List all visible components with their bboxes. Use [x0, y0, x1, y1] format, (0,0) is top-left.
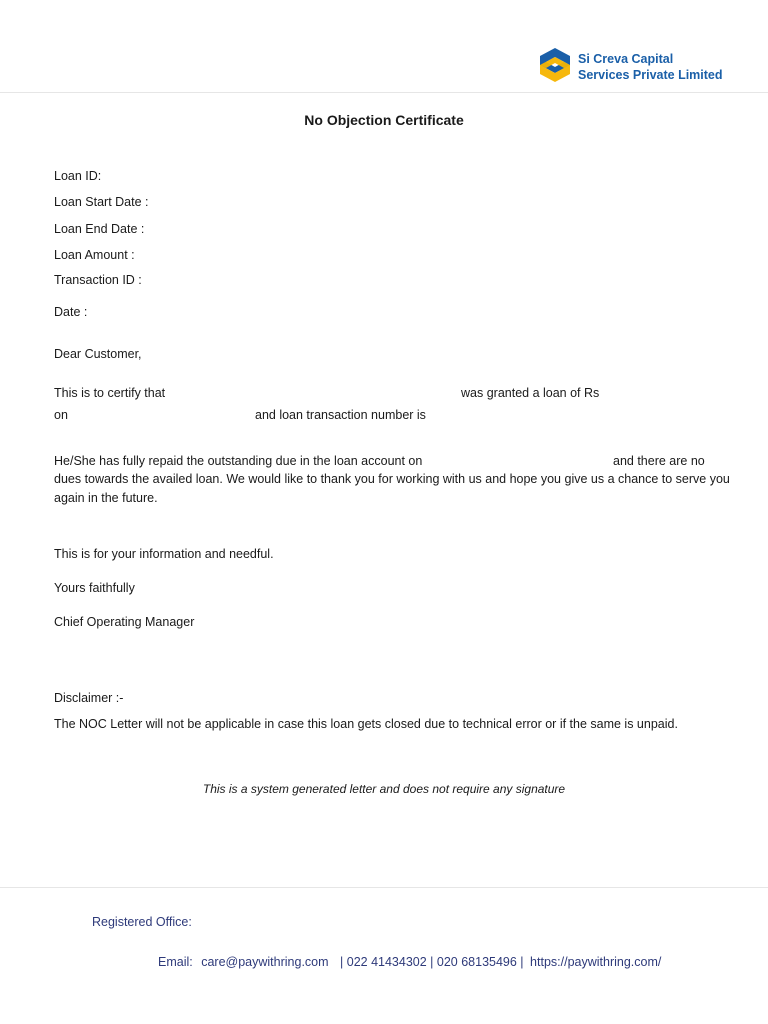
disclaimer-label: Disclaimer :- — [54, 691, 124, 705]
field-loan-id: Loan ID: — [54, 169, 102, 183]
company-name-line2: Services Private Limited — [578, 68, 723, 82]
company-logo-icon — [537, 46, 573, 84]
field-transaction-id: Transaction ID : — [54, 273, 142, 287]
company-name-line1: Si Creva Capital — [578, 52, 674, 66]
email-label: Email: — [158, 955, 193, 969]
company-name — [578, 51, 723, 83]
field-loan-end-date: Loan End Date : — [54, 222, 145, 236]
signatory-text: Chief Operating Manager — [54, 615, 195, 629]
field-date: Date : — [54, 305, 88, 319]
repaid-text-line3: again in the future. — [54, 491, 158, 505]
salutation: Dear Customer, — [54, 347, 142, 361]
footer-divider — [0, 887, 768, 888]
certify-text-3: on — [54, 408, 68, 422]
repaid-text-line2: dues towards the availed loan. We would like to thank you for working with us and hope you give us a chance to serve you — [54, 472, 730, 486]
info-text: This is for your information and needful. — [54, 547, 274, 561]
certify-text-4: and loan transaction number is — [255, 408, 426, 422]
footer-contact — [158, 955, 661, 969]
document-title: No Objection Certificate — [304, 112, 464, 128]
disclaimer-text: The NOC Letter will not be applicable in case this loan gets closed due to technical error or if the same is unpaid. — [54, 717, 678, 731]
registered-office-label: Registered Office: — [92, 915, 192, 929]
closing-text: Yours faithfully — [54, 581, 135, 595]
website-link[interactable]: https://paywithring.com/ — [530, 955, 662, 969]
certify-text-1: This is to certify that — [54, 386, 166, 400]
field-loan-start-date: Loan Start Date : — [54, 195, 149, 209]
certify-text-2: was granted a loan of Rs — [461, 386, 600, 400]
header-divider — [0, 92, 768, 93]
field-loan-amount: Loan Amount : — [54, 248, 135, 262]
email-link[interactable]: care@paywithring.com — [201, 955, 329, 969]
repaid-text-2: and there are no — [613, 454, 705, 468]
system-generated-note: This is a system generated letter and does not require any signature — [202, 782, 566, 796]
phone-numbers: | 022 41434302 | 020 68135496 | — [340, 955, 524, 969]
repaid-text-1: He/She has fully repaid the outstanding due in the loan account on — [54, 454, 423, 468]
